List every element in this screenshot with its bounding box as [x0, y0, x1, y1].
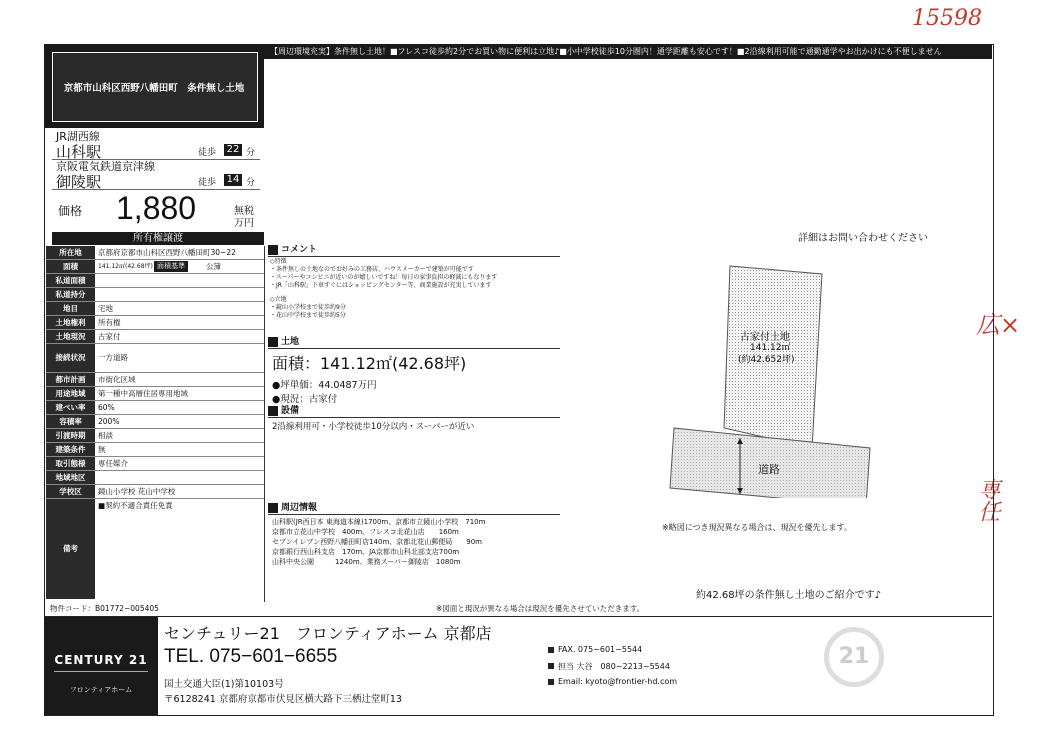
property-title: 京都市山科区西野八幡田町 条件無し土地: [63, 83, 245, 94]
land-status: ●現況：古家付: [272, 394, 338, 405]
spec-label: 都市計画: [46, 373, 95, 386]
spec-label: 引渡時期: [46, 429, 95, 442]
access-unit-1: 分: [246, 148, 256, 158]
handwritten-note-ad: 広×: [976, 311, 1021, 339]
staff-bullet: [548, 663, 554, 669]
logo-number: 21: [838, 644, 870, 669]
spec-row: [46, 344, 264, 373]
price-section: [52, 192, 264, 232]
lot-label: 古家付土地: [740, 332, 790, 343]
tagline: 約42.68坪の条件無し土地のご紹介です♪: [696, 590, 882, 601]
spec-row: [46, 387, 264, 401]
spec-value: 60%: [98, 403, 115, 412]
top-banner-text: 【周辺環境充実】条件無し土地！■フレスコ徒歩約2分でお買い物に便利は立地♪■小中学校徒歩10分圏内！通学距離も安心です！■2沿線利用可能で通勤通学やお出かけにも不便しません: [270, 47, 942, 56]
comment-header: コメント: [268, 244, 560, 257]
spec-value: 宅地: [98, 304, 113, 313]
spec-value: 鏡山小学校 花山中学校: [98, 487, 176, 496]
spec-row: [46, 499, 264, 599]
spec-label: 私道面積: [46, 274, 95, 287]
spec-label: 建築条件: [46, 443, 95, 456]
spec-value: 200%: [98, 417, 120, 426]
spec-label: 土地現況: [46, 330, 95, 343]
equipment-header: 設備: [268, 405, 560, 418]
rights-header: 所有権譲渡: [52, 232, 264, 245]
footer-note: ※図面と現況が異なる場合は現況を優先させていただきます。: [436, 604, 645, 613]
spec-area-basis-value: 公簿: [206, 262, 221, 271]
brand-subname: フロンティアホーム: [69, 686, 133, 694]
spec-label: 容積率: [46, 415, 95, 428]
land-header: 土地: [268, 336, 560, 349]
access-section: [52, 128, 260, 192]
spec-value: 古家付: [98, 332, 121, 341]
spec-area-basis-label: 面積基準: [154, 261, 188, 272]
land-unit-price: ●坪単価：44.0487万円: [272, 380, 377, 391]
spec-address: 京都府京都市山科区西野八幡田町30−22: [98, 248, 236, 257]
spec-area: 141.12㎡(42.68坪): [98, 263, 153, 270]
surroundings-list: 山科駅(JR西日本 東海道本線)1700m、京都市立鏡山小学校 710m 京都市立花山中学校 400m、フレスコ北花山店 160m セブンイレブン西野八幡田町店140m、京都北花山郵便局 90m 京都銀行西山科支店 170m、JA京都市山科北部支店700m 山科中央公園 1240m、業務スーパー御陵店 1080m: [272, 518, 486, 566]
spec-row: [46, 260, 264, 274]
access-minutes-1: 22: [224, 144, 242, 156]
map-detail-note: 詳細はお問い合わせください: [798, 233, 928, 244]
spec-value: 相談: [98, 431, 113, 440]
land-area: 面積：141.12㎡(42.68坪): [272, 354, 467, 373]
spec-value: 専任媒介: [98, 459, 128, 468]
spec-row: [46, 485, 264, 499]
spec-remarks: ■契約不適合責任免責: [98, 501, 173, 510]
century21-logo: [824, 627, 884, 687]
spec-label: 備考: [46, 499, 95, 599]
spec-label: 取引態様: [46, 457, 95, 470]
spec-label: 地目: [46, 302, 95, 315]
spec-label: 学校区: [46, 485, 95, 498]
spec-row: [46, 302, 264, 316]
property-code: 物件コード：B01772−005405: [50, 604, 159, 613]
footer: [44, 616, 992, 715]
spec-row: [46, 443, 264, 457]
fax-bullet: [548, 647, 554, 653]
spec-row: [46, 471, 264, 485]
spec-label: 接続状況: [46, 344, 95, 372]
spec-row: [46, 330, 264, 344]
lot-tsubo: (約42.652坪): [738, 355, 795, 365]
spec-row: [46, 246, 264, 260]
price-value: 1,880: [116, 190, 197, 226]
access-station-1: 山科駅: [56, 143, 102, 161]
equipment-text: 2沿線利用可・小学校徒歩10分以内・スーパーが近い: [272, 422, 475, 432]
spec-value: 市街化区域: [98, 375, 136, 384]
spec-value: 無: [98, 445, 106, 454]
access-walk-2: 徒歩: [198, 178, 217, 188]
comment-body: ◇特徴 ・条件無しの土地なのでお好みの工務店、ハウスメーカーで建築が可能です ・スーパーやコンビニが近いのが嬉しいですね！毎日の家事負担の軽減にもなります ・JR「山科駅」下車すぐにはショッピングセンター等、商業施設が充実しています ◇立地 ・鏡山小学校まで徒歩約9分 ・花山中学校まで徒歩約5分: [270, 258, 498, 319]
access-line-1: JR湖西線: [56, 130, 100, 143]
spec-row: [46, 429, 264, 443]
handwritten-number: 15598: [912, 6, 982, 31]
access-minutes-2: 14: [224, 174, 242, 186]
company-email: Email: kyoto@frontier-hd.com: [558, 677, 678, 686]
spec-row: [46, 457, 264, 471]
access-line-2: 京阪電気鉄道京津線: [56, 160, 155, 173]
spec-label: 建ぺい率: [46, 401, 95, 414]
spec-value: 一方道路: [98, 353, 128, 362]
road-label: 道路: [758, 463, 780, 476]
top-banner: [264, 44, 992, 59]
map-note: ※略図につき現況異なる場合は、現況を優先します。: [662, 523, 852, 532]
surroundings-header: 周辺情報: [268, 502, 560, 515]
company-name: センチュリー21 フロンティアホーム 京都店: [164, 624, 492, 643]
email-bullet: [548, 679, 554, 685]
spec-row: [46, 288, 264, 302]
price-tax: 無税: [234, 206, 254, 217]
access-unit-2: 分: [246, 178, 256, 188]
price-label: 価格: [58, 204, 83, 218]
handwritten-note-exclusive: 専任: [975, 478, 1000, 522]
spec-table: [46, 246, 265, 602]
spec-label: 土地権利: [46, 316, 95, 329]
spec-label: 所在地: [46, 246, 95, 259]
spec-value: 第一種中高層住居専用地域: [98, 389, 188, 398]
spec-label: 面積: [46, 260, 95, 273]
spec-row: [46, 316, 264, 330]
spec-label: 私道持分: [46, 288, 95, 301]
spec-row: [46, 274, 264, 288]
company-staff: 担当 大谷 080−2213−5544: [558, 662, 670, 671]
company-fax: FAX. 075−601−5544: [558, 645, 643, 654]
title-box: [44, 44, 264, 128]
brand-name: CENTURY 21: [54, 653, 148, 667]
company-license: 国土交通大臣(1)第10103号: [164, 679, 284, 690]
access-station-2: 御陵駅: [56, 173, 102, 191]
lot-area: 141.12㎡: [750, 343, 791, 353]
spec-value: 所有権: [98, 318, 121, 327]
price-unit: 万円: [234, 218, 254, 229]
spec-row: [46, 401, 264, 415]
brand-block: [44, 617, 158, 715]
spec-label: 地域地区: [46, 471, 95, 484]
access-walk-1: 徒歩: [198, 148, 217, 158]
company-address: 〒6128241 京都府京都市伏見区横大路下三栖辻堂町13: [164, 694, 402, 705]
company-tel: TEL. 075−601−6655: [164, 646, 338, 667]
spec-label: 用途地域: [46, 387, 95, 400]
spec-row: [46, 373, 264, 387]
spec-row: [46, 415, 264, 429]
